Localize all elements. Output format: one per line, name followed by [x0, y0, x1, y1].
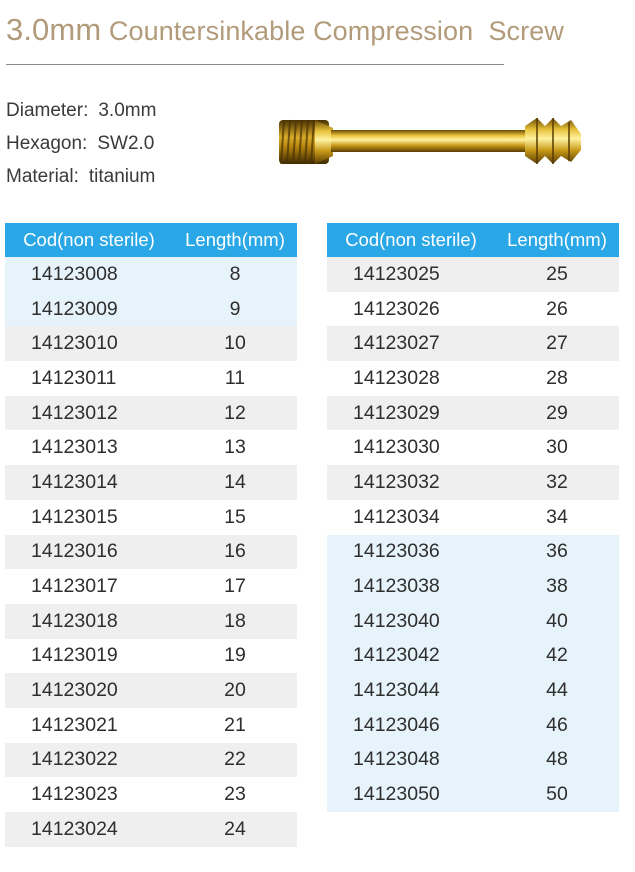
product-code: 14123021: [5, 708, 173, 743]
table-header: [327, 223, 619, 257]
spec-list: [6, 94, 156, 193]
title-text: Countersinkable Compression Screw: [108, 16, 564, 46]
table-row: [5, 326, 297, 361]
table-row: [327, 396, 619, 431]
product-code: 14123038: [327, 569, 495, 604]
table-row: [327, 465, 619, 500]
table-row: [327, 326, 619, 361]
spec-label: Hexagon:: [6, 133, 88, 154]
table-row: [5, 396, 297, 431]
table-row: [327, 535, 619, 570]
screw-length: 29: [495, 396, 619, 431]
product-code: 14123019: [5, 639, 173, 674]
product-code: 14123044: [327, 673, 495, 708]
screw-length: 12: [173, 396, 297, 431]
screw-shaft: [331, 130, 527, 152]
table-row: [5, 708, 297, 743]
table-row: [327, 604, 619, 639]
screw-length: 22: [173, 743, 297, 778]
screw-length: 10: [173, 326, 297, 361]
screw-length: 44: [495, 673, 619, 708]
product-code: 14123032: [327, 465, 495, 500]
table-row: [5, 777, 297, 812]
screw-length: 46: [495, 708, 619, 743]
product-code: 14123017: [5, 569, 173, 604]
screw-length: 19: [173, 639, 297, 674]
spec-hexagon: [6, 127, 156, 160]
table-row: [5, 743, 297, 778]
screw-length: 11: [173, 361, 297, 396]
product-code: 14123012: [5, 396, 173, 431]
spec-value: 3.0mm: [98, 100, 157, 121]
spec-label: Diameter:: [6, 100, 89, 121]
column-header-code: Cod(non sterile): [5, 223, 173, 257]
product-code: 14123050: [327, 777, 495, 812]
table-row: [5, 361, 297, 396]
spec-material: [6, 160, 156, 193]
screw-length: 48: [495, 743, 619, 778]
screw-length: 18: [173, 604, 297, 639]
product-code: 14123025: [327, 257, 495, 292]
product-code: 14123008: [5, 257, 173, 292]
column-header-length: Length(mm): [173, 223, 297, 257]
table-row: [5, 500, 297, 535]
table-row: [5, 812, 297, 847]
product-code: 14123015: [5, 500, 173, 535]
table-row: [5, 569, 297, 604]
product-table-left: [5, 223, 297, 847]
table-row: [327, 257, 619, 292]
screw-length: 27: [495, 326, 619, 361]
table-row: [327, 673, 619, 708]
product-code: 14123020: [5, 673, 173, 708]
table-row: [327, 777, 619, 812]
product-code: 14123040: [327, 604, 495, 639]
screw-head: [279, 120, 333, 164]
product-code: 14123034: [327, 500, 495, 535]
screw-length: 23: [173, 777, 297, 812]
table-row: [327, 569, 619, 604]
product-code: 14123030: [327, 430, 495, 465]
product-code: 14123011: [5, 361, 173, 396]
product-code: 14123046: [327, 708, 495, 743]
product-code: 14123018: [5, 604, 173, 639]
table-row: [327, 500, 619, 535]
screw-length: 15: [173, 500, 297, 535]
table-row: [5, 639, 297, 674]
product-code: 14123026: [327, 292, 495, 327]
screw-length: 13: [173, 430, 297, 465]
screw-length: 36: [495, 535, 619, 570]
screw-length: 25: [495, 257, 619, 292]
table-row: [327, 292, 619, 327]
page-title: [6, 12, 564, 48]
screw-image: [275, 104, 587, 180]
product-code: 14123023: [5, 777, 173, 812]
table-row: [327, 743, 619, 778]
spec-diameter: [6, 94, 156, 127]
table-row: [5, 465, 297, 500]
screw-tip: [525, 118, 581, 164]
title-size: 3.0mm: [6, 12, 102, 47]
screw-length: 17: [173, 569, 297, 604]
screw-length: 28: [495, 361, 619, 396]
product-code: 14123009: [5, 292, 173, 327]
product-code: 14123016: [5, 535, 173, 570]
screw-length: 20: [173, 673, 297, 708]
product-code: 14123036: [327, 535, 495, 570]
spec-value: SW2.0: [97, 133, 155, 154]
spec-value: titanium: [88, 166, 156, 187]
product-code: 14123027: [327, 326, 495, 361]
table-row: [327, 361, 619, 396]
product-code: 14123013: [5, 430, 173, 465]
table-row: [5, 535, 297, 570]
table-header: [5, 223, 297, 257]
table-row: [5, 430, 297, 465]
screw-length: 21: [173, 708, 297, 743]
product-code: 14123024: [5, 812, 173, 847]
table-row: [5, 673, 297, 708]
product-code: 14123022: [5, 743, 173, 778]
screw-length: 40: [495, 604, 619, 639]
product-table-right: [327, 223, 619, 812]
screw-length: 30: [495, 430, 619, 465]
screw-length: 50: [495, 777, 619, 812]
product-code: 14123010: [5, 326, 173, 361]
spec-label: Material:: [6, 166, 79, 187]
product-code: 14123029: [327, 396, 495, 431]
table-row: [327, 639, 619, 674]
product-code: 14123042: [327, 639, 495, 674]
product-code: 14123028: [327, 361, 495, 396]
screw-length: 16: [173, 535, 297, 570]
screw-length: 38: [495, 569, 619, 604]
screw-length: 14: [173, 465, 297, 500]
screw-length: 9: [173, 292, 297, 327]
column-header-length: Length(mm): [495, 223, 619, 257]
product-code: 14123048: [327, 743, 495, 778]
table-row: [5, 604, 297, 639]
table-row: [5, 292, 297, 327]
title-divider: [6, 64, 504, 65]
column-header-code: Cod(non sterile): [327, 223, 495, 257]
table-row: [327, 430, 619, 465]
screw-length: 24: [173, 812, 297, 847]
product-code: 14123014: [5, 465, 173, 500]
screw-length: 34: [495, 500, 619, 535]
screw-length: 8: [173, 257, 297, 292]
table-row: [327, 708, 619, 743]
screw-length: 32: [495, 465, 619, 500]
table-row: [5, 257, 297, 292]
screw-length: 26: [495, 292, 619, 327]
screw-length: 42: [495, 639, 619, 674]
